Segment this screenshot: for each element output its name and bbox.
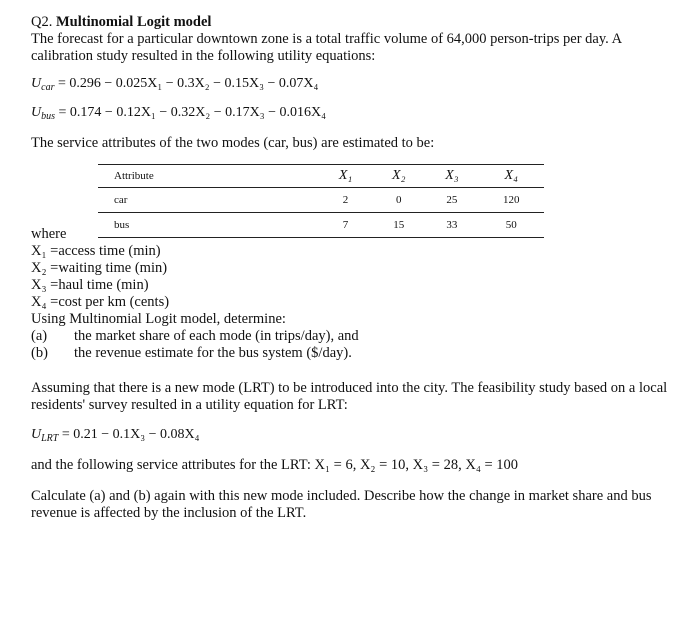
definition-x4: X₄ =cost per km (cents) bbox=[31, 294, 170, 310]
task-a: (a) the market share of each mode (in trips/day), and bbox=[31, 328, 359, 344]
table-row bbox=[98, 188, 544, 213]
question-heading bbox=[31, 14, 671, 31]
table-header: X₁ bbox=[319, 166, 372, 188]
utility-equation-lrt: $U_{LRT} = 0.21 - 0.1X_3 - 0.08X_4$ bbox=[31, 427, 200, 444]
table-cell: 7 bbox=[319, 213, 372, 238]
definition-x2: X₂ =waiting time (min) bbox=[31, 260, 168, 276]
table-header: X₂ bbox=[372, 166, 425, 188]
closing-instructions: Calculate (a) and (b) again with this new mode included. Describe how the change in market share and bus revenue is affected by the inclusion of the LRT. bbox=[31, 488, 652, 521]
determine-text: Using Multinomial Logit model, determine: bbox=[31, 311, 286, 327]
table-header: X₃ bbox=[425, 166, 478, 188]
table-cell: 120 bbox=[479, 188, 544, 213]
definition-x3: X₃ =haul time (min) bbox=[31, 277, 149, 293]
table-cell: 50 bbox=[479, 213, 544, 238]
question-title: Multinomial Logit model bbox=[55, 14, 212, 30]
table-cell: 15 bbox=[372, 213, 425, 238]
utility-equation-bus: $U_{bus} = 0.174 - 0.12X_1 - 0.32X_2 - 0.17X_3 - 0.016X_4$ bbox=[31, 105, 326, 122]
table-header-row bbox=[98, 166, 544, 188]
lrt-attributes: and the following service attributes for the LRT: X₁ = 6, X₂ = 10, X₃ = 28, X₄ = 100 bbox=[31, 457, 519, 473]
task-b: (b) the revenue estimate for the bus system ($/day). bbox=[31, 345, 352, 361]
table-header: X₄ bbox=[479, 166, 544, 188]
definition-x1: X₁ =access time (min) bbox=[31, 243, 161, 259]
utility-equation-car: $U_{car} = 0.296 - 0.025X_1 - 0.3X_2 - 0.15X_3 - 0.07X_4$ bbox=[31, 76, 319, 93]
table-cell: bus bbox=[98, 213, 319, 238]
question-intro: The forecast for a particular downtown zone is a total traffic volume of 64,000 person-trips per day. A calibration study resulted in the following utility equations: bbox=[31, 31, 622, 64]
where-label: where bbox=[31, 226, 67, 242]
table-cell: 25 bbox=[425, 188, 478, 213]
question-number: Q2. bbox=[31, 14, 53, 30]
service-attributes-table bbox=[98, 166, 544, 238]
table-header: Attribute bbox=[98, 166, 319, 188]
table-cell: 33 bbox=[425, 213, 478, 238]
table-row bbox=[98, 213, 544, 238]
lrt-intro: Assuming that there is a new mode (LRT) to be introduced into the city. The feasibility study based on a local residents' survey resulted in a utility equation for LRT: bbox=[31, 380, 668, 413]
document bbox=[31, 14, 671, 522]
table-cell: 2 bbox=[319, 188, 372, 213]
table-cell: 0 bbox=[372, 188, 425, 213]
table-top-rule bbox=[98, 164, 544, 165]
table-cell: car bbox=[98, 188, 319, 213]
service-attributes-text: The service attributes of the two modes (car, bus) are estimated to be: bbox=[31, 135, 435, 151]
